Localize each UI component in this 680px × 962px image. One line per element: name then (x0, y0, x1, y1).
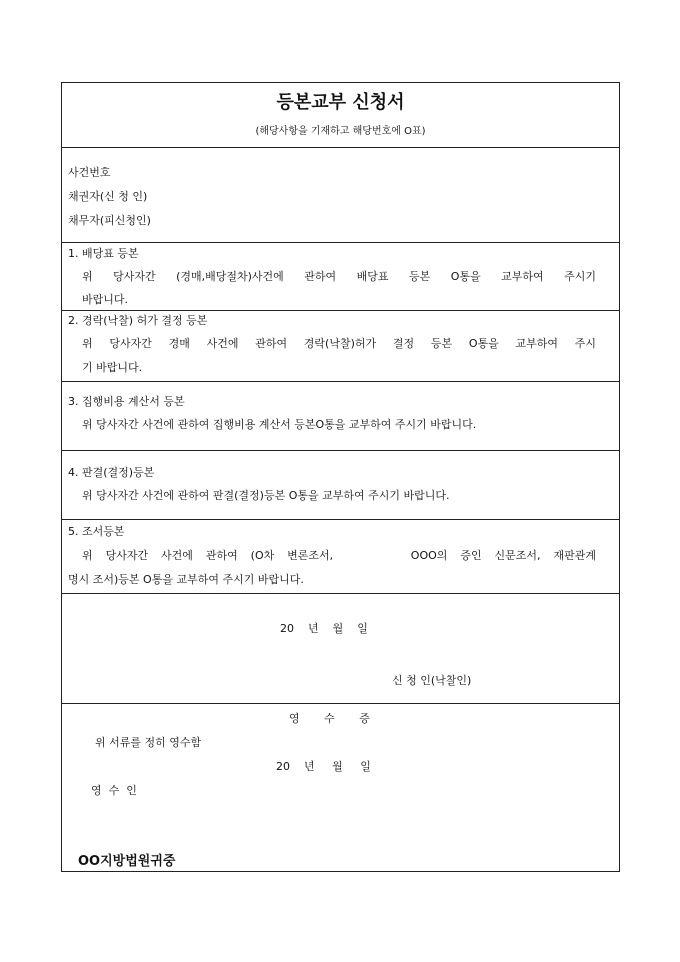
item-5-section (62, 520, 619, 594)
item-text-cont: 바랍니다. (82, 293, 129, 306)
item-text: 위 당사자간 경매 사건에 관하여 경락(낙찰)허가 결정 등본 O통을 교부하여 주시 (82, 337, 596, 350)
receiver-label: 영 수 인 (91, 784, 137, 797)
title-section (62, 83, 619, 148)
case-number-label: 사건번호 (68, 166, 111, 179)
receipt-date-line: 20 년 월 일 (276, 760, 371, 773)
creditor-label: 채권자(신 청 인) (68, 190, 148, 203)
item-text: 위 당사자간 (경매,배당절차)사건에 관하여 배당표 등본 O통을 교부하여 주시기 (82, 270, 596, 283)
item-heading: 3. 집행비용 계산서 등본 (68, 395, 185, 408)
receipt-title: 영 수 증 (289, 712, 370, 725)
court-name: OO지방법원귀중 (78, 854, 176, 869)
form-subtitle: (해당사항을 기재하고 해당번호에 O표) (255, 126, 426, 137)
item-1-section (62, 243, 619, 311)
receipt-section (62, 704, 619, 873)
item-3-section (62, 382, 619, 451)
parties-section (62, 148, 619, 243)
item-text: 위 당사자간 사건에 관하여 (O차 변론조서, OOO의 증인 신문조서, 재판관계 (82, 549, 596, 562)
item-text-cont: 기 바랍니다. (82, 361, 143, 374)
date-section (62, 594, 619, 704)
item-text-cont: 명시 조서)등본 O통을 교부하여 주시기 바랍니다. (68, 573, 304, 586)
item-heading: 5. 조서등본 (68, 525, 125, 538)
item-text: 위 당사자간 사건에 관하여 판결(결정)등본 O통을 교부하여 주시기 바랍니다. (82, 489, 450, 502)
item-4-section (62, 451, 619, 520)
item-text: 위 당사자간 사건에 관하여 집행비용 계산서 등본O통을 교부하여 주시기 바랍니다. (82, 418, 477, 431)
item-2-section (62, 311, 619, 382)
form-title: 등본교부 신청서 (276, 92, 405, 113)
receipt-statement: 위 서류를 정히 영수함 (95, 736, 202, 749)
date-line: 20 년 월 일 (280, 622, 368, 635)
debtor-label: 채무자(피신청인) (68, 214, 151, 227)
applicant-label: 신 청 인(낙찰인) (392, 674, 472, 687)
item-heading: 4. 판결(결정)등본 (68, 466, 155, 479)
request-form (61, 82, 620, 872)
item-heading: 1. 배당표 등본 (68, 247, 139, 260)
item-heading: 2. 경락(낙찰) 허가 결정 등본 (68, 314, 208, 327)
